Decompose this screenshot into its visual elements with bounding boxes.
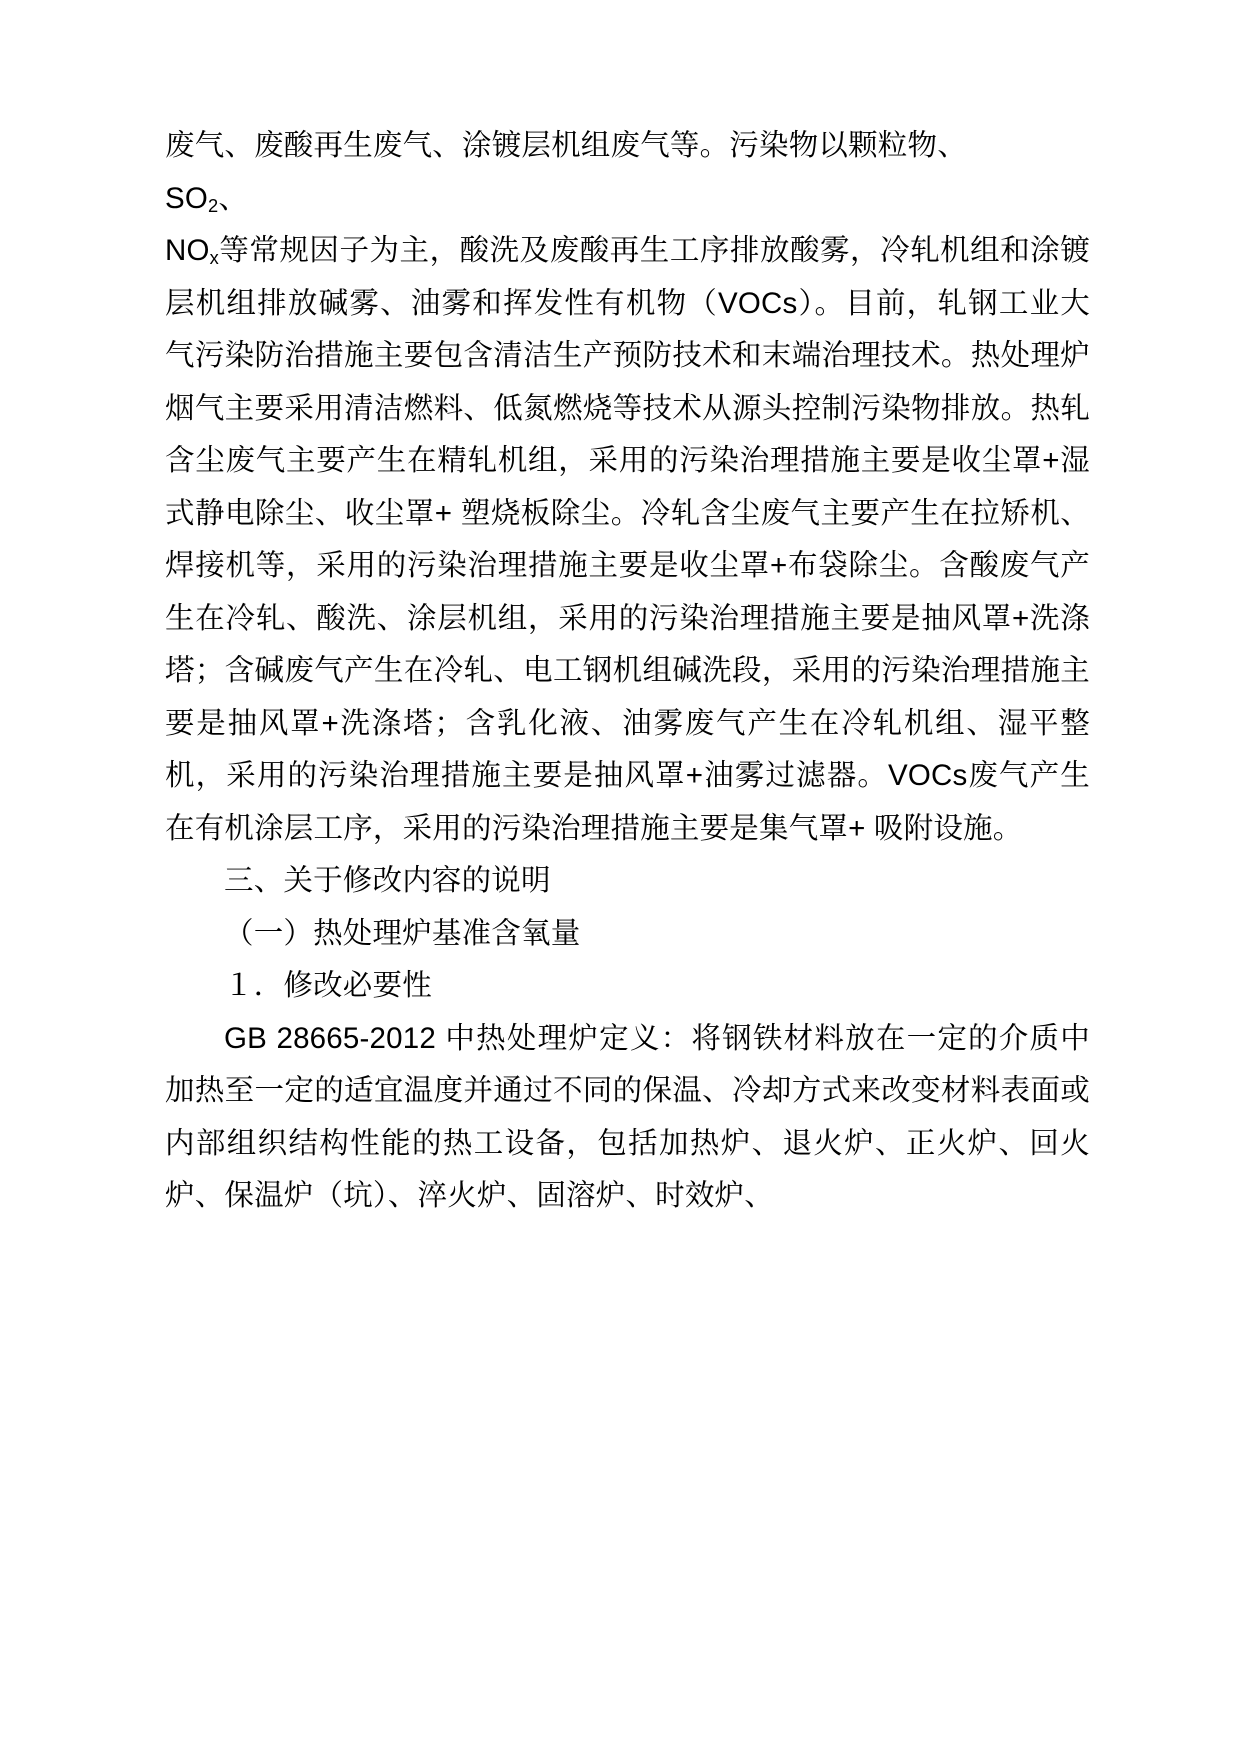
heading-section: 三、关于修改内容的说明 xyxy=(224,864,551,897)
paragraph-main xyxy=(165,225,1090,855)
so2-subscript: 2 xyxy=(208,194,219,216)
nox-subscript: x xyxy=(209,247,219,269)
document-body xyxy=(165,120,1090,1223)
heading-item: １．修改必要性 xyxy=(224,969,432,1002)
paragraph-main-text: 等常规因子为主，酸洗及废酸再生工序排放酸雾，冷轧机组和涂镀层机组排放碱雾、油雾和挥发性有机物（VOCs）。目前，轧钢工业大气污染防治措施主要包含清洁生产预防技术和末端治理技术。热处理炉烟气主要采用清洁燃料、低氮燃烧等技术从源头控制污染物排放。热轧含尘废气主要产生在精轧机组，采用的污染治理措施主要是收尘罩+湿式静电除尘、收尘罩+ 塑烧板除尘。冷轧含尘废气主要产生在拉矫机、焊接机等，采用的污染治理措施主要是收尘罩+布袋除尘。含酸废气产生在冷轧、酸洗、涂层机组，采用的污染治理措施主要是抽风罩+洗涤塔；含碱废气产生在冷轧、电工钢机组碱洗段，采用的污染治理措施主要是抽风罩+洗涤塔；含乳化液、油雾废气产生在冷轧机组、湿平整机，采用的污染治理措施主要是抽风罩+油雾过滤器。VOCs废气产生在有机涂层工序，采用的污染治理措施主要是集气罩+ 吸附设施。 xyxy=(165,234,1090,845)
paragraph-last: GB 28665-2012 中热处理炉定义：将钢铁材料放在一定的介质中加热至一定的适宜温度并通过不同的保温、冷却方式来改变材料表面或内部组织结构性能的热工设备，包括加热炉、退火炉、正火炉、回火炉、保温炉（坑）、淬火炉、固溶炉、时效炉、 xyxy=(165,1021,1090,1212)
paragraph-line-1: 废气、废酸再生废气、涂镀层机组废气等。污染物以颗粒物、 xyxy=(165,129,967,162)
paragraph-line-2 xyxy=(165,173,1090,226)
so2-prefix: SO xyxy=(165,181,209,215)
heading-subsection: （一）热处理炉基准含氧量 xyxy=(224,916,581,950)
so2-suffix: 、 xyxy=(218,181,249,215)
nox-prefix: NO xyxy=(165,234,210,267)
